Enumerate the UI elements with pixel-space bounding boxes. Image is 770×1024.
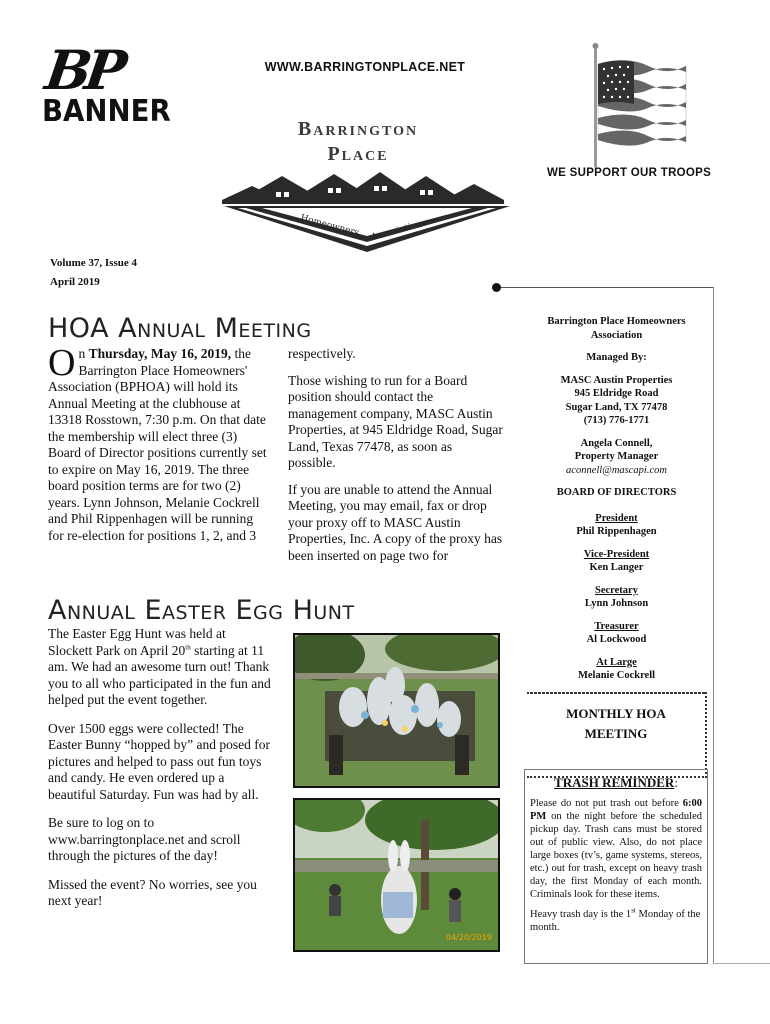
board-role: Secretary [595, 584, 638, 596]
mgmt-address-2: Sugar Land, TX 77478 [565, 401, 668, 413]
monthly-line-1: MONTHLY HOA [566, 706, 666, 721]
header-divider [497, 287, 713, 288]
mgmt-phone: (713) 776-1771 [583, 415, 650, 426]
trash-p2-start: Heavy trash day is the 1 [530, 909, 632, 920]
meeting-date: Thursday, May 16, 2019, [88, 346, 232, 361]
egg-hunt-text [48, 626, 273, 922]
bottom-divider [713, 963, 770, 964]
issue-date: April 2019 [50, 276, 100, 288]
egg-hunt-photo-bunny [293, 798, 500, 952]
website-url[interactable]: WWW.BARRINGTONPLACE.NET [264, 60, 466, 74]
sidebar-divider [713, 287, 714, 963]
arc-text-association: Association [370, 219, 424, 243]
board-member-name: Melanie Cockrell [577, 670, 656, 681]
hoa-meeting-heading: HOA Annual Meeting [48, 313, 312, 344]
egg-p1-rest: starting at 11 am. We had an awesome turn out! Thank you to all who participated in the fun and helped put the event together. [48, 642, 271, 707]
photo-date-stamp: 04/20/2019 [445, 933, 492, 942]
board-role: Treasurer [594, 620, 639, 632]
trash-p1-rest: on the night before the scheduled pickup day. Trash cans must be stored out of public view. Also, do not place large boxes (tv’s, game systems, stereos, etc.) out for trash, except on heavy trash day, the first Monday of each month. Criminals look for these items. [530, 811, 702, 900]
sidebar [523, 315, 710, 692]
monthly-meeting-text [527, 704, 705, 744]
board-member-name: Al Lockwood [586, 634, 647, 645]
arc-text-homeowners: Homeowners [299, 213, 361, 239]
board-member-name: Phil Rippenhagen [576, 526, 657, 537]
meeting-paragraph-1 [48, 342, 268, 544]
egg-paragraph-3: Be sure to log on to www.barringtonplace.net and scroll through the pictures of the day! [48, 815, 241, 863]
meeting-column-1 [48, 342, 268, 554]
egg-hunt-photo-baskets [293, 633, 500, 788]
drop-cap: O [48, 342, 76, 384]
board-president [523, 512, 710, 539]
mgmt-name: MASC Austin Properties [560, 374, 673, 386]
meeting-column-2 [288, 346, 503, 574]
support-troops-tagline: WE SUPPORT OUR TROOPS [547, 167, 712, 179]
sidebar-org: Barrington Place Homeowners Association [547, 316, 686, 341]
trash-p1-start: Please do not put trash out before [530, 798, 683, 809]
contact-title: Property Manager [574, 451, 659, 462]
divider-dot [492, 283, 501, 292]
bp-banner-logo [41, 38, 172, 144]
board-role: President [595, 512, 638, 524]
houses-roofline-logo [222, 168, 512, 252]
contact-name: Angela Connell, [580, 437, 653, 449]
trash-paragraph-1 [530, 797, 702, 901]
board-heading: BOARD OF DIRECTORS [556, 487, 677, 498]
baskets-photo-image [295, 635, 498, 786]
trash-colon: : [674, 775, 678, 790]
board-role: Vice-President [583, 548, 650, 560]
board-role: At Large [596, 656, 637, 668]
contact-email-text[interactable]: aconnell@mascapi.com [566, 464, 667, 476]
trash-heading [525, 775, 707, 791]
board-secretary [523, 584, 710, 611]
meeting-paragraph-2: respectively. [288, 346, 356, 361]
american-flag-icon [588, 42, 688, 167]
monthly-line-2: MEETING [584, 726, 648, 741]
trash-p2-rest: Monday of the month. [530, 909, 701, 933]
board-member-name: Ken Langer [589, 562, 644, 573]
banner-logo-word: BANNER [42, 94, 171, 129]
egg-p1-start: The Easter Egg Hunt was held at Slockett Park on April 20 [48, 626, 226, 658]
managed-by-label: Managed By: [586, 352, 647, 363]
mgmt-address-1: 945 Eldridge Road [574, 388, 659, 399]
trash-time: 6:00 PM [530, 798, 702, 822]
management-company [523, 374, 710, 428]
egg-paragraph-4: Missed the event? No worries, see you next year! [48, 876, 257, 908]
meeting-paragraph-3: Those wishing to run for a Board position should contact the management company, MASC Austin Properties, at 945 Eldridge Road, Sugar Land, Texas 77478, as soon as possible. [288, 372, 503, 470]
property-manager [523, 437, 710, 478]
meeting-paragraph-4: If you are unable to attend the Annual Meeting, you may email, fax or drop your proxy off to MASC Austin Properties, Inc. A copy of the proxy has been inserted on page two for [288, 481, 503, 563]
trash-paragraph-2 [530, 908, 702, 934]
name-line-2: Place [327, 143, 389, 165]
egg-paragraph-1 [48, 626, 273, 709]
barrington-place-name [258, 118, 458, 166]
issue-info [50, 254, 137, 292]
trash-p2-sup: st [631, 906, 636, 915]
meeting-p1-rest: the Barrington Place Homeowners' Association (BPHOA) will hold its Annual Meeting at the clubhouse at 13318 Rosstown, 7:30 p.m. On that date the membership will elect three (3) Board of Director positions currently set to expire on May 16, 2019. The three board position terms are for two (2) years. Lynn Johnson, Melanie Cockrell and Phil Rippenhagen will be running for re-election for positions 1, 2, and 3 [48, 346, 267, 543]
egg-hunt-heading: Annual Easter Egg Hunt [48, 595, 355, 626]
trash-body [525, 791, 707, 934]
board-member-name: Lynn Johnson [584, 598, 649, 609]
contact-email[interactable] [523, 464, 710, 478]
bp-logo-letters: BP [41, 38, 125, 102]
trash-title: TRASH REMINDER [554, 775, 675, 790]
board-at-large [523, 656, 710, 683]
volume-issue: Volume 37, Issue 4 [50, 257, 137, 269]
egg-p1-sup: th [185, 643, 191, 651]
monthly-hoa-meeting-box [527, 692, 707, 778]
name-line-1: Barrington [297, 118, 419, 140]
meeting-p1-start: n [78, 346, 89, 361]
bunny-photo-image [295, 800, 498, 950]
board-vice-president [523, 548, 710, 575]
egg-paragraph-2: Over 1500 eggs were collected! The Easter Bunny “hopped by” and posed for pictures and helped to pass out fun toys and candy. He even ordered up a beautiful Saturday. Fun was had by all. [48, 720, 270, 802]
trash-reminder-box [524, 769, 708, 964]
board-treasurer [523, 620, 710, 647]
